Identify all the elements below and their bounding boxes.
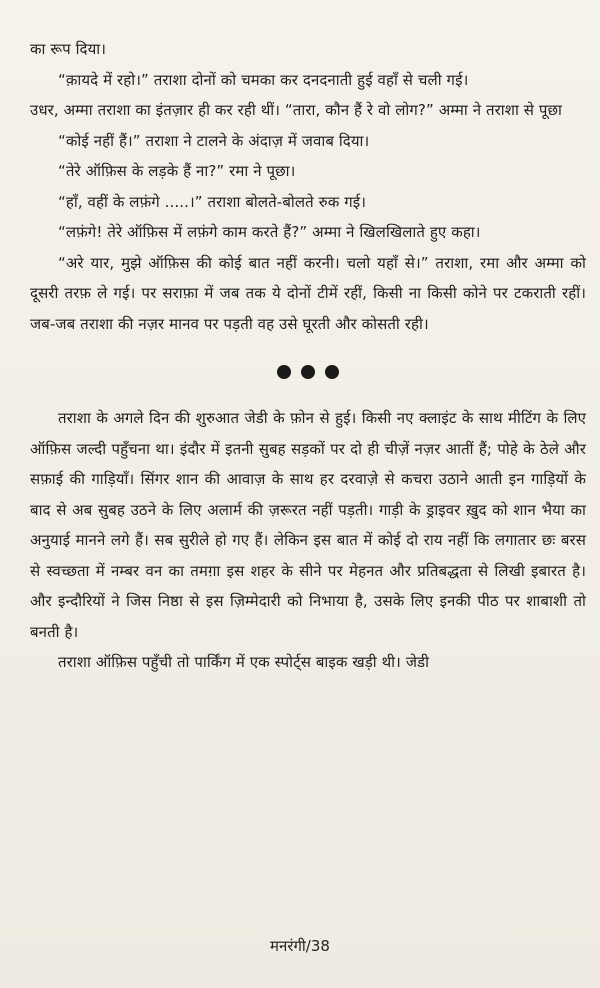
page-number: मनरंगी/38 [270, 937, 330, 955]
paragraph: “तेरे ऑफ़िस के लड़के हैं ना?” रमा ने पूछा। [58, 162, 296, 180]
text-section-2 [30, 403, 586, 678]
paragraph: उधर, अम्मा तराशा का इंतज़ार ही कर रही थीं। “तारा, कौन हैं रे वो लोग?” अम्मा ने तराशा से पूछा [30, 101, 563, 119]
paragraph: “लफ़ंगे! तेरे ऑफ़िस में लफ़ंगे काम करते हैं?” अम्मा ने खिलखिलाते हुए कहा। [58, 223, 481, 241]
page-footer [0, 936, 600, 956]
paragraph: तराशा के अगले दिन की शुरुआत जेडी के फ़ोन से हुई। किसी नए क्लाइंट के साथ मीटिंग के लिए ऑफ़िस जल्दी पहुँचना था। इंदौर में इतनी सुबह सड़कों पर दो ही चीज़ें नज़र आतीं हैं; पोहे के ठेले और सफ़ाई की गाड़ियाँ। सिंगर शान की आवाज़ के साथ हर दरवाज़े से कचरा उठाने आती इन गाड़ियों के बाद से अब सुबह उठने के लिए अलार्म की ज़रूरत नहीं पड़ती। गाड़ी के ड्राइवर ख़ुद को शान भैया का अनुयाई मानने लगे हैं। सब सुरीले हो गए हैं। लेकिन इस बात में कोई दो राय नहीं कि लगातार छः बरस से स्वच्छता में नम्बर वन का तमग़ा इस शहर के सीने पर मेहनत और प्रतिबद्धता से लिखी इबारत है। और इन्दौरियों ने जिस निष्ठा से इस ज़िम्मेदारी को निभाया है, उसके लिए इनकी पीठ पर शाबाशी तो बनती है। [30, 409, 586, 641]
paragraph: “क़ायदे में रहो।” तराशा दोनों को चमका कर दनदनाती हुई वहाँ से चली गई। [58, 70, 469, 89]
paragraph: “हाँ, वहीं के लफ़ंगे .....।” तराशा बोलते-बोलते रुक गई। [58, 192, 367, 211]
section-break-dot [301, 365, 315, 379]
paragraph: का रूप दिया। [30, 40, 107, 58]
paragraph: तराशा ऑफ़िस पहुँची तो पार्किंग में एक स्पोर्ट्स बाइक खड़ी थी। जेडी [58, 653, 430, 671]
section-break-dot [325, 365, 339, 379]
section-break [30, 365, 586, 379]
text-section-1 [30, 34, 586, 339]
paragraph: “अरे यार, मुझे ऑफ़िस की कोई बात नहीं करनी। चलो यहाँ से।” तराशा, रमा और अम्मा को दूसरी तरफ़ ले गई। पर सराफ़ा में जब तक ये दोनों टीमें रहीं, किसी ना किसी कोने पर टकराती रहीं। जब-जब तराशा की नज़र मानव पर पड़ती वह उसे घूरती और कोसती रही। [30, 253, 586, 333]
paragraph: “कोई नहीं हैं।” तराशा ने टालने के अंदाज़ में जवाब दिया। [58, 131, 370, 150]
section-break-dot [277, 365, 291, 379]
